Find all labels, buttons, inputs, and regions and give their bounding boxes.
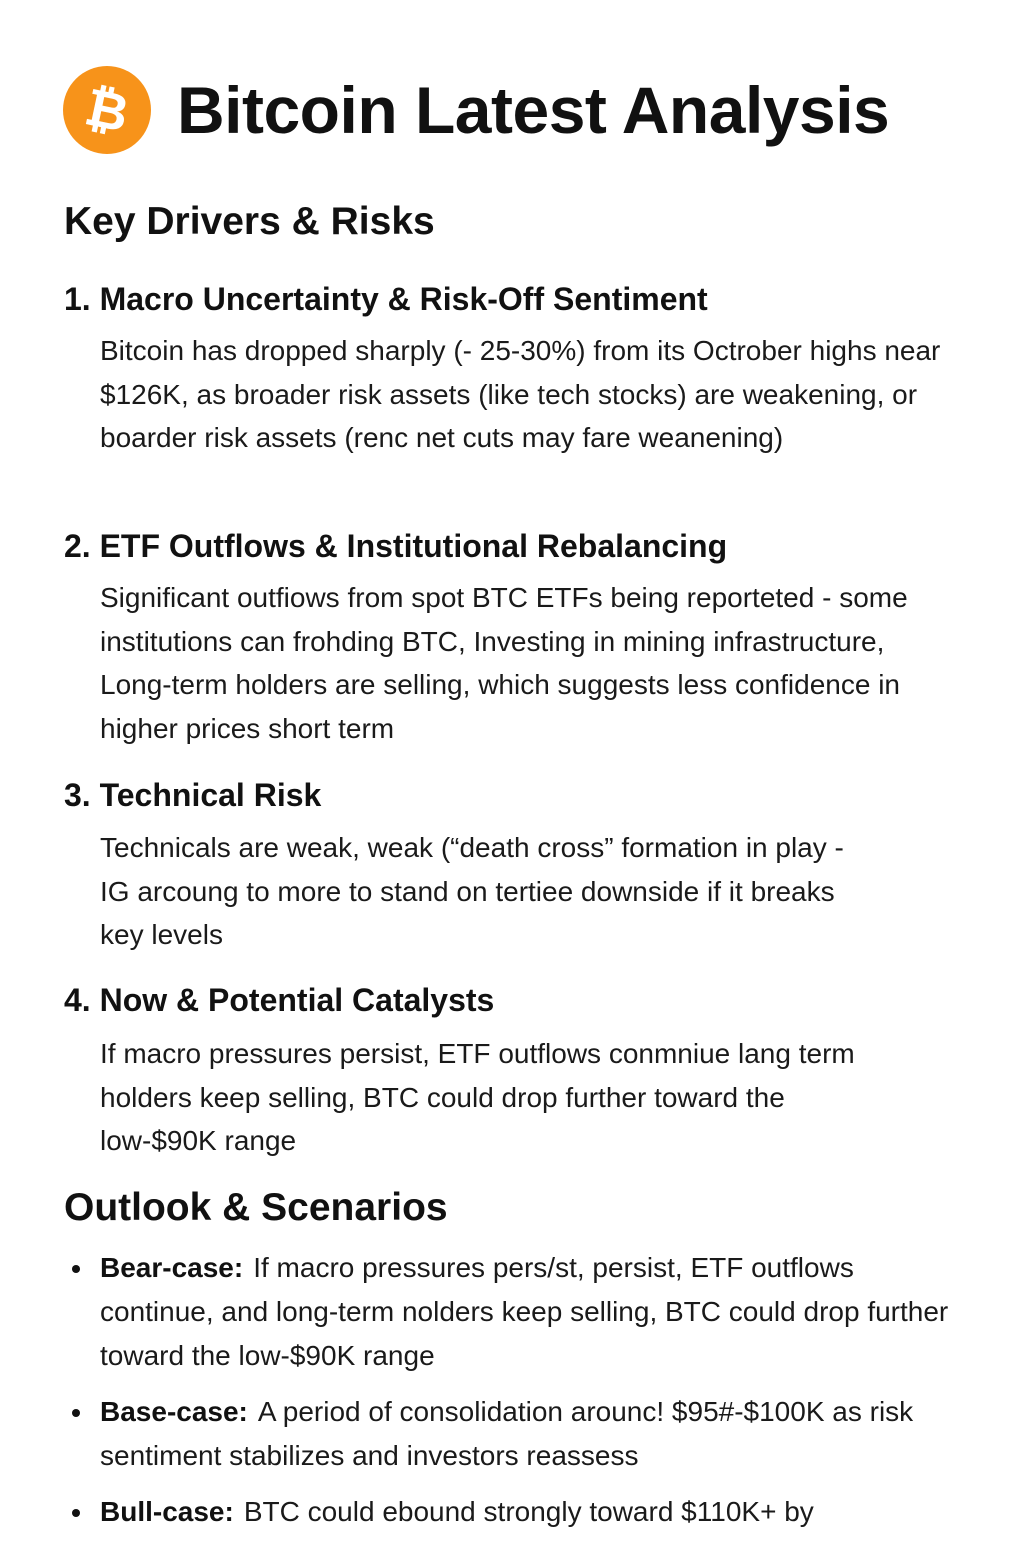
driver-body-2: Significant outfiows from spot BTC ETFs being reporteted - some institutions can frohding BTC, Investing in mining infrastructure, Long-term holders are selling, which suggests less confidence in higher prices short term — [100, 582, 908, 744]
bullet-dot-icon — [72, 1509, 80, 1517]
bullet-text-bull: BTC could ebound strongly toward $110K+ by — [243, 1496, 814, 1527]
bullet-label-bear: Bear-case: — [100, 1252, 244, 1283]
driver-heading-4: 4. Now & Potential Catalysts — [64, 982, 495, 1018]
driver-body-4: If macro pressures persist, ETF outflows conmniue lang term holders keep selling, BTC could drop further toward the low-$90K range — [100, 1038, 855, 1157]
outlook-list — [64, 1246, 964, 1546]
section-heading-key-drivers: Key Drivers & Risks — [64, 200, 435, 243]
bitcoin-icon — [63, 66, 151, 154]
bullet-text-bear: If macro pressures pers/st, persist, ETF outflows continue, and long-term nolders keep selling, BTC could drop further toward the low-$90K range — [100, 1252, 949, 1371]
outlook-bullet-base — [64, 1390, 964, 1478]
driver-heading-3: 3. Technical Risk — [64, 777, 322, 813]
driver-heading-1: 1. Macro Uncertainty & Risk-Off Sentiment — [64, 281, 708, 317]
header — [63, 66, 889, 154]
driver-body-1: Bitcoin has dropped sharply (- 25-30%) from its Octrober highs near $126K, as broader risk assets (like tech stocks) are weakening, or boarder risk assets (renc net cuts may fare weanening) — [100, 335, 941, 454]
bullet-label-bull: Bull-case: — [100, 1496, 234, 1527]
page-title: Bitcoin Latest Analysis — [177, 73, 890, 147]
driver-heading-2: 2. ETF Outflows & Institutional Rebalancing — [64, 528, 728, 564]
section-heading-outlook: Outlook & Scenarios — [64, 1186, 448, 1229]
outlook-bullet-bull — [64, 1490, 964, 1534]
bullet-dot-icon — [72, 1265, 80, 1273]
bullet-text-base: A period of consolidation arounc! $95#-$100K as risk sentiment stabilizes and investors reassess — [100, 1396, 914, 1471]
bullet-label-base: Base-case: — [100, 1396, 248, 1427]
outlook-bullet-bear — [64, 1246, 964, 1378]
bitcoin-logo-symbol: ₿ — [79, 77, 134, 145]
driver-body-3: Technicals are weak, weak (“death cross” formation in play - IG arcoung to more to stand on tertiee downside if it breaks key levels — [100, 832, 844, 951]
bullet-dot-icon — [72, 1409, 80, 1417]
